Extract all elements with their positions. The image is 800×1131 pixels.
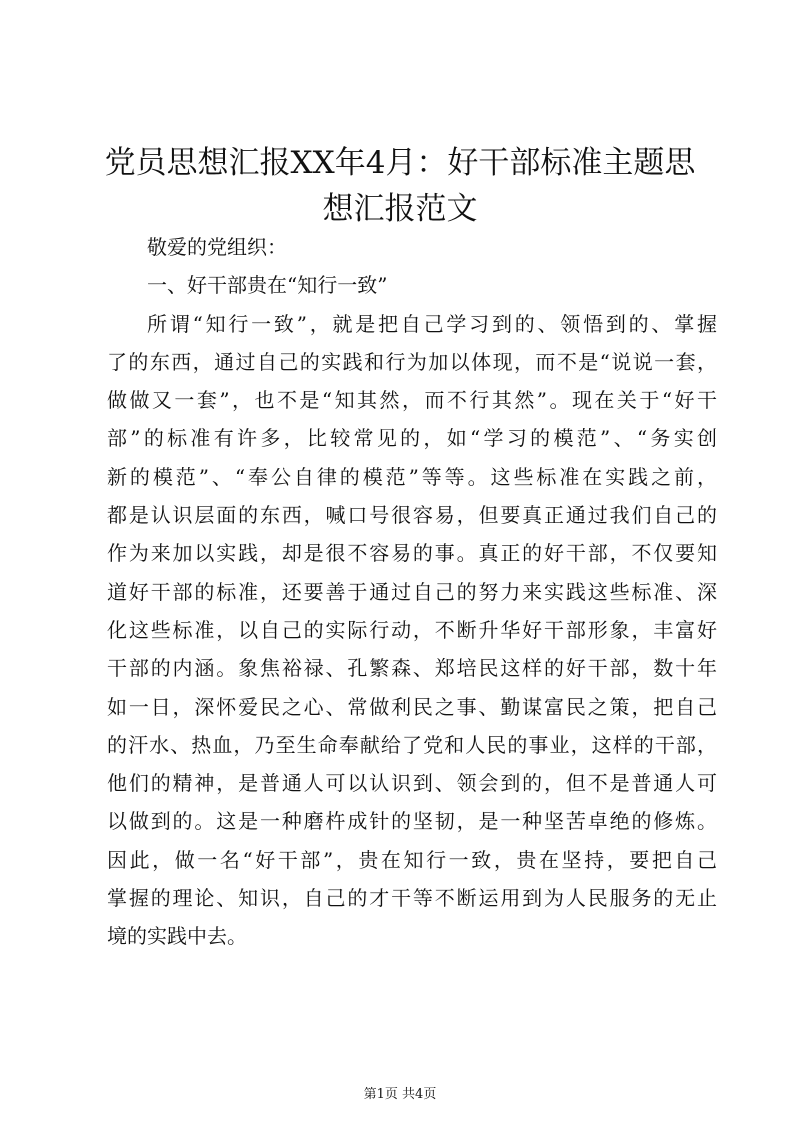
body-line: 做做又一套”，也不是“知其然，而不行其然”。现在关于“好干 xyxy=(107,388,717,413)
body-line: 如一日，深怀爱民之心、常做利民之事、勤谋富民之策，把自己 xyxy=(107,694,717,719)
title-line-2: 想汇报范文 xyxy=(322,191,478,227)
page-footer: 第1页 共4页 xyxy=(363,1087,437,1102)
body-line: 所谓“知行一致”，就是把自己学习到的、领悟到的、掌握 xyxy=(147,311,717,336)
document-title xyxy=(100,140,700,232)
body-line: 化这些标准，以自己的实际行动，不断升华好干部形象，丰富好 xyxy=(107,617,717,642)
body-line: 新的模范”、“奉公自律的模范”等等。这些标准在实践之前， xyxy=(107,464,717,489)
body-line: 以做到的。这是一种磨杵成针的坚韧，是一种坚苦卓绝的修炼。 xyxy=(107,809,717,834)
document-body xyxy=(107,228,717,956)
salutation: 敬爱的党组织： xyxy=(147,235,287,259)
body-line: 掌握的理论、知识，自己的才干等不断运用到为人民服务的无止 xyxy=(107,886,717,911)
body-line: 干部的内涵。象焦裕禄、孔繁森、郑培民这样的好干部，数十年 xyxy=(107,656,717,681)
body-line-last: 境的实践中去。 xyxy=(107,924,247,949)
title-line-1: 党员思想汇报XX年4月：好干部标准主题思 xyxy=(104,145,696,181)
body-line: 了的东西，通过自己的实践和行为加以体现，而不是“说说一套， xyxy=(107,349,717,374)
body-line: 道好干部的标准，还要善于通过自己的努力来实践这些标准、深 xyxy=(107,579,717,604)
body-line: 他们的精神，是普通人可以认识到、领会到的，但不是普通人可 xyxy=(107,771,717,796)
section-heading: 一、好干部贵在“知行一致” xyxy=(147,273,388,298)
body-line: 部”的标准有许多，比较常见的，如“学习的模范”、“务实创 xyxy=(107,426,717,451)
body-line: 作为来加以实践，却是很不容易的事。真正的好干部，不仅要知 xyxy=(107,541,717,566)
body-line: 因此，做一名“好干部”，贵在知行一致，贵在坚持，要把自己 xyxy=(107,847,717,872)
body-line: 的汗水、热血，乃至生命奉献给了党和人民的事业，这样的干部， xyxy=(107,732,717,757)
body-line: 都是认识层面的东西，喊口号很容易，但要真正通过我们自己的 xyxy=(107,503,717,528)
